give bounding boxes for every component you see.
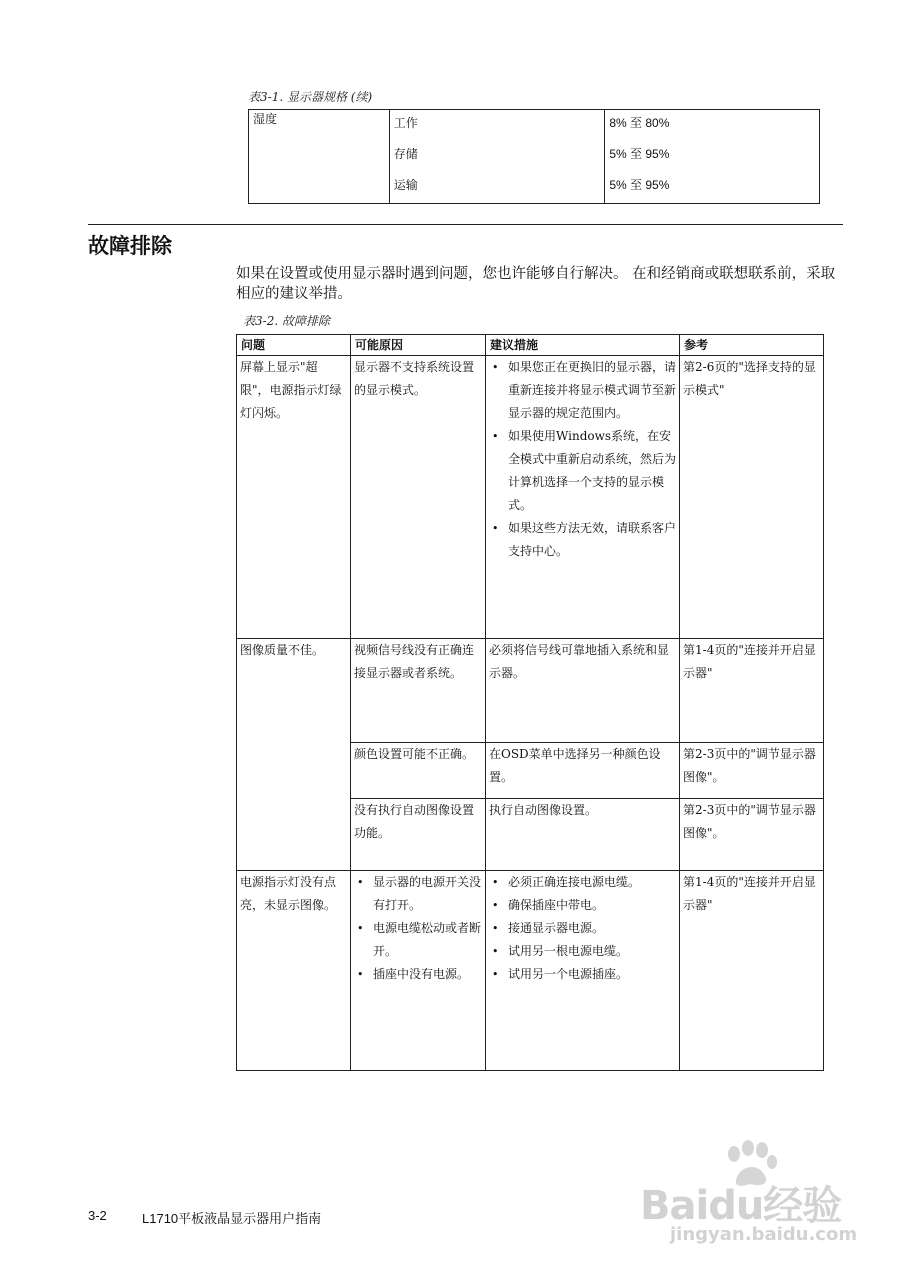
spec-row-name: 运输 [389, 172, 605, 204]
spec-row-value: 5% 至 95% [605, 172, 820, 204]
action-item: • 必须正确连接电源电缆。 [489, 871, 676, 894]
watermark-brand: Baidu经验 [640, 1183, 842, 1229]
document-title: L1710平板液晶显示器用户指南 [142, 1211, 322, 1226]
reference-cell: 第2-3页中的"调节显示器图像"。 [680, 743, 824, 799]
spec-row-value: 8% 至 80% [605, 110, 820, 142]
cause-cell: 显示器不支持系统设置的显示模式。 [351, 356, 486, 639]
action-cell: 执行自动图像设置。 [486, 799, 680, 871]
cause-cell: 颜色设置可能不正确。 [351, 743, 486, 799]
cause-item: • 显示器的电源开关没有打开。 [354, 871, 482, 917]
reference-cell: 第1-4页的"连接并开启显示器" [680, 871, 824, 1071]
cause-cell: 视频信号线没有正确连接显示器或者系统。 [351, 639, 486, 743]
header-reference: 参考 [680, 335, 824, 356]
action-item: • 确保插座中带电。 [489, 894, 676, 917]
ts-table-caption: 表3-2. 故障排除 [243, 314, 330, 328]
spec-table-caption: 表3-1. 显示器规格 (续) [248, 90, 373, 104]
cause-cell [351, 871, 486, 1071]
reference-cell: 第1-4页的"连接并开启显示器" [680, 639, 824, 743]
section-title: 故障排除 [88, 234, 172, 258]
header-cause: 可能原因 [351, 335, 486, 356]
section-intro: 如果在设置或使用显示器时遇到问题，您也许能够自行解决。 在和经销商或联想联系前，采取相应的建议举措。 [236, 266, 836, 302]
troubleshooting-table [236, 334, 824, 1071]
header-action: 建议措施 [486, 335, 680, 356]
problem-cell: 电源指示灯没有点亮，未显示图像。 [237, 871, 351, 1071]
action-cell: 在OSD菜单中选择另一种颜色设置。 [486, 743, 680, 799]
watermark-url: jingyan.baidu.com [670, 1224, 858, 1245]
spec-row-name: 工作 [389, 110, 605, 142]
spec-row-value: 5% 至 95% [605, 141, 820, 172]
cause-item: • 电源电缆松动或者断开。 [354, 917, 482, 963]
section-divider [88, 224, 843, 225]
problem-cell: 屏幕上显示"超限"，电源指示灯绿灯闪烁。 [237, 356, 351, 639]
baidu-watermark [640, 1140, 860, 1260]
cause-item: • 插座中没有电源。 [354, 963, 482, 986]
action-item: • 试用另一个电源插座。 [489, 963, 676, 986]
reference-cell: 第2-6页的"选择支持的显示模式" [680, 356, 824, 639]
action-item: • 如果使用Windows系统，在安全模式中重新启动系统，然后为计算机选择一个支持的显示模式。 [489, 425, 676, 517]
spec-row-name: 存储 [389, 141, 605, 172]
humidity-label: 湿度 [249, 110, 390, 204]
cause-cell: 没有执行自动图像设置功能。 [351, 799, 486, 871]
action-cell [486, 356, 680, 639]
page-footer [88, 1208, 322, 1226]
action-item: • 如果您正在更换旧的显示器，请重新连接并将显示模式调节至新显示器的规定范围内。 [489, 356, 676, 425]
action-item: • 接通显示器电源。 [489, 917, 676, 940]
page-number: 3-2 [88, 1208, 107, 1223]
header-problem: 问题 [237, 335, 351, 356]
action-cell: 必须将信号线可靠地插入系统和显示器。 [486, 639, 680, 743]
spec-table [248, 109, 820, 204]
action-cell [486, 871, 680, 1071]
action-item: • 试用另一根电源电缆。 [489, 940, 676, 963]
reference-cell: 第2-3页中的"调节显示器图像"。 [680, 799, 824, 871]
problem-cell: 图像质量不佳。 [237, 639, 351, 871]
action-item: • 如果这些方法无效，请联系客户支持中心。 [489, 517, 676, 563]
